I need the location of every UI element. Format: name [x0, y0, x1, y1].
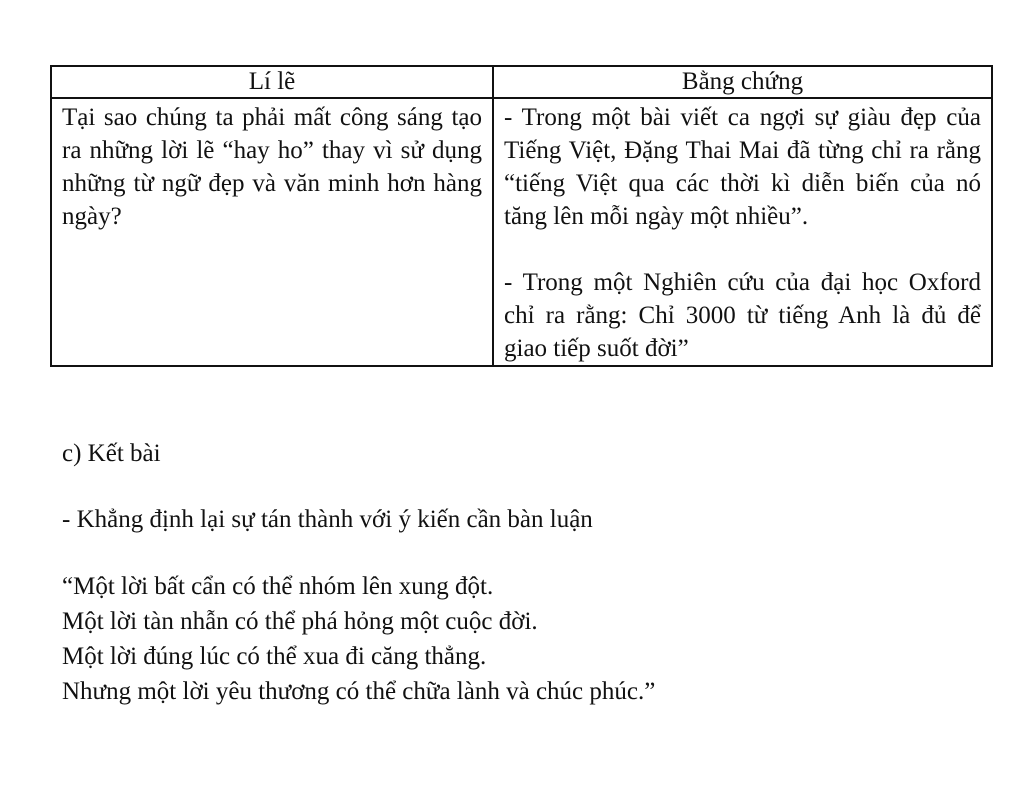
- quote-line-2: Một lời tàn nhẫn có thể phá hỏng một cuộc đời.: [62, 608, 538, 635]
- header-evidence: Bằng chứng: [493, 66, 992, 98]
- conclusion-affirm-text: - Khẳng định lại sự tán thành với ý kiến cần bàn luận: [62, 506, 593, 533]
- quote-line-4: Nhưng một lời yêu thương có thể chữa lành và chúc phúc.”: [62, 678, 656, 705]
- quote-line-1: “Một lời bất cẩn có thể nhóm lên xung đột.: [62, 573, 494, 600]
- evidence-item-1: - Trong một bài viết ca ngợi sự giàu đẹp của Tiếng Việt, Đặng Thai Mai đã từng chỉ ra rằng “tiếng Việt qua các thời kì diễn biến của nó tăng lên mỗi ngày một nhiều”.: [504, 104, 981, 230]
- evidence-cell: [493, 98, 992, 366]
- reason-text: Tại sao chúng ta phải mất công sáng tạo ra những lời lẽ “hay ho” thay vì sử dụng những từ ngữ đẹp và văn minh hơn hàng ngày?: [62, 104, 482, 230]
- table-header-row: [51, 66, 992, 98]
- conclusion-heading: c) Kết bài: [62, 440, 161, 467]
- quote-line-3: Một lời đúng lúc có thể xua đi căng thẳng.: [62, 643, 487, 670]
- table-row: [51, 98, 992, 366]
- argument-table: [50, 65, 993, 367]
- header-reason: Lí lẽ: [51, 66, 493, 98]
- evidence-item-2: - Trong một Nghiên cứu của đại học Oxford chỉ ra rằng: Chỉ 3000 từ tiếng Anh là đủ để giao tiếp suốt đời”: [504, 269, 981, 362]
- reason-cell: [51, 98, 493, 366]
- conclusion-section: [62, 437, 992, 709]
- conclusion-quote: [62, 569, 992, 709]
